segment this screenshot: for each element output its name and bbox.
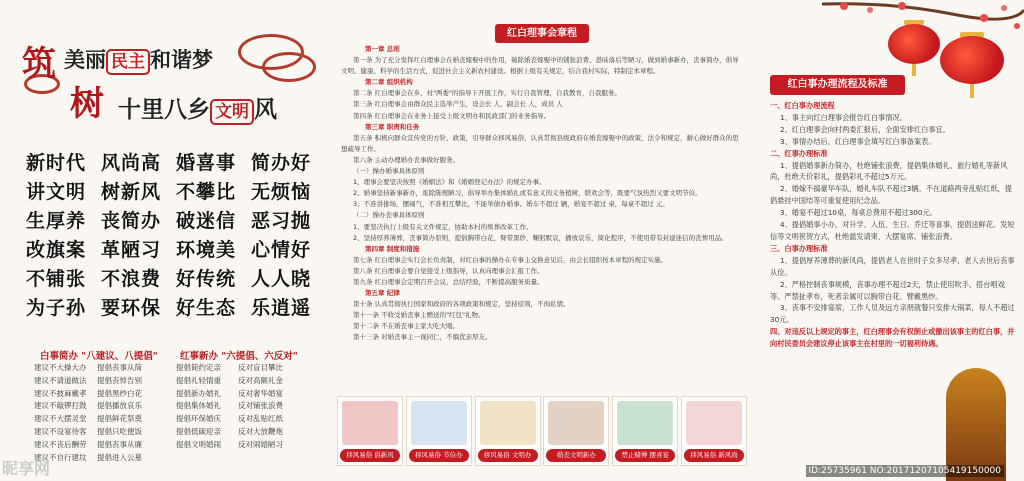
list-item: 提倡丧悼告别 [97,375,142,385]
illustration-image [411,401,467,445]
process-title-banner: 红白事办理流程及标准 [770,75,905,95]
card-caption: 移风易俗 文明办 [478,449,538,462]
card-caption: 移风易俗 倡新风 [340,449,400,462]
list-item: 提倡进入公墓 [97,452,142,462]
slogan: 为子孙 [26,297,87,319]
list-item: 提倡黑纱白花 [97,388,142,398]
right-panel [752,0,1024,481]
card-caption: 移风易俗 新风尚 [684,449,744,462]
slogan: 破迷信 [175,210,236,232]
red-affairs-subtitle: 红事新办 "六提倡、六反对" [180,351,298,362]
chapter-heading: 第五章 纪律 [365,289,400,298]
illustration-card [612,396,678,466]
list-item: 建议不设宴待客 [34,426,87,436]
charter-text [341,44,741,344]
section-heading: 三、白事办理标准 [770,243,828,253]
list-item: 建议不请道做法 [34,375,87,385]
card-caption: 移风易俗 节俭办 [409,449,469,462]
white-affairs-suggestions [34,362,87,464]
headline-char-1: 筑 [22,44,56,84]
paragraph: 第五条 积极向群众宣传党的方针、政策，引导群众移风易俗，认真贯彻县级政府在婚丧嫁娶中的政策，法令和规定，耐心做好群众的思想疏导工作。 [341,133,739,153]
paragraph: 第三条 红白理事会由群众民主选举产生，设会长 人，副会长 人，成员 人 [353,100,563,109]
paragraph: （二）操办丧事具体原则 [353,211,425,220]
chapter-heading: 第四章 制度和措施 [365,244,420,253]
card-caption: 禁止赌博 摆喜宴 [615,449,675,462]
list-item: 建议不大操大办 [34,363,87,372]
paragraph: 第十一条 不收受婚丧事主赠送的"红包"礼物。 [353,311,485,320]
list-item: 反对奢华婚宴 [238,388,283,398]
paragraph: （一）操办婚事具体原则 [353,167,425,176]
slogan-row [26,264,311,293]
red-affairs-opposition [238,362,283,452]
paragraph: 1、事主向红白理事会报告红白事情况。 [780,112,907,122]
headline-char-2: 树 [70,84,104,124]
slogan: 心情好 [250,239,311,261]
slogan: 要环保 [100,297,161,319]
watermark: 昵享网 [2,459,51,478]
slogan: 好传统 [175,268,236,290]
headline-1-part-b: 和谐梦 [150,47,213,72]
paragraph: 3、事情办结后，红白理事会填写红白事备案表。 [780,136,936,146]
list-item: 反对高额礼金 [238,375,283,385]
list-item: 提倡集体婚礼 [176,401,221,411]
paragraph: 4、提倡婚事小办，对升学、入伍、生日、乔迁等喜事，提倡送鲜花、发短信等文明祝贺方式，杜绝滥发请柬、大摆宴席、铺张浪费。 [770,220,1015,241]
paragraph: 3、不准讲排场，摆阔气，不准相互攀比，不能举债办婚事。婚车不超过 辆，婚宴不超过 桌，每桌不超过 元。 [353,200,669,209]
slogan: 不浪费 [100,268,161,290]
paragraph: 第八条 红白理事会要自觉接受上级指导，认真向理事会汇报工作。 [353,266,544,275]
paragraph: 第十条 认真贯彻执行国家和政府的各项政策和规定，坚持原则，不徇私情。 [353,300,570,309]
paragraph: 第六条 主动办理婚办丧事做好服务。 [353,155,460,164]
paragraph: 2、坚持厚养薄葬，丧事简办原则，提倡胸带白花，臂带黑纱，鞠躬默哀，播放哀乐，简化程序，不使用带有封建迷信的丧葬用品。 [353,233,728,242]
paragraph: 1、理事会要坚决按照《婚姻法》和《婚姻登记办法》的规定办事。 [353,178,546,187]
list-item: 建议不披麻戴孝 [34,388,87,398]
lantern-tassel [912,64,916,76]
slogan: 简办好 [250,152,311,174]
illustration-card [337,396,403,466]
card-caption: 婚丧文明新办 [546,449,606,462]
paragraph: 第七条 红白理事会实行会长负责制，对红白事的操办在专事主交换意见后，由会长组织按本章程的规定实施。 [353,255,668,264]
list-item: 提倡新办婚礼 [176,388,221,398]
paragraph: 1、要坚决执行上级有关文件规定，协助本村的殡葬改革工作。 [353,222,533,231]
image-id-tag: ID:25735961 NO:20171207105419150000 [806,465,1005,477]
paragraph: 第十二条 不在婚丧事主家大吃大喝。 [353,322,460,331]
highlight-paragraph: 四、对违反以上规定的事主，红白理事会有权制止或撤出该事主的红白事，并向村民委员会建议停止该事主在村里的一切福利待遇。 [770,327,1015,349]
paragraph: 第二条 红白理事会在乡、村"两委"的指导下开展工作，实行自我管理，自我教育，自我服务。 [353,89,622,98]
slogan: 树新风 [100,181,161,203]
list-item: 提倡文明婚闹 [176,439,221,449]
section-heading: 一、红白事办理流程 [770,101,835,110]
seal-wenming: 文明 [210,99,254,125]
list-item: 提倡环保婚庆 [176,414,221,424]
paragraph: 第四条 红白理事会在业务上接受上级文明办和民政部门的业务指导。 [353,111,551,120]
illustration-image [342,401,398,445]
paragraph: 第九条 红白理事会定期召开会议，总结经验，不断提高服务质量。 [353,277,544,286]
list-item: 反对闹婚陋习 [238,439,283,449]
illustration-image [617,401,673,445]
illustration-card [681,396,747,466]
slogan-row [26,177,311,206]
illustration-card [406,396,472,466]
illustration-image [548,401,604,445]
slogan-row [26,293,311,322]
slogan: 不铺张 [26,268,87,290]
paragraph: 2、婚嫁不搞豪华车队，婚礼车队不超过3辆。不在道路两旁乱贴红纸，提倡悬挂中国结等可重复使用纪念品。 [770,184,1012,206]
slogan: 无烦恼 [250,181,311,203]
seal-minzhu: 民主 [106,49,150,75]
paragraph: 1、提倡厚养薄葬的新风尚，提倡老人在世时子女多尽孝，老人去世后丧事从俭。 [770,255,1015,277]
slogan: 好生态 [175,297,236,319]
slogan: 婚喜事 [175,152,236,174]
list-item: 提倡只吃便饭 [97,426,142,436]
list-item: 提倡礼轻情重 [176,375,221,385]
headline-line-2 [118,91,277,125]
paragraph: 第十三条 对婚丧事主一视同仁，不搞优亲厚友。 [353,333,492,342]
slogan: 不攀比 [175,181,236,203]
paragraph: 3、丧事不安排宴席，工作人员及远方亲朋就餐只安排大锅菜，每人不超过30元。 [770,303,1015,325]
list-item: 反对乱贴红纸 [238,414,283,424]
slogan: 革陋习 [100,239,161,261]
slogan: 风尚高 [100,152,161,174]
list-item: 提倡简约定亲 [176,363,221,372]
list-item: 建议不自行建坟 [34,452,87,462]
headline-2-part-a: 十里八乡 [118,96,210,123]
chapter-heading: 第三章 职责和任务 [365,122,420,131]
slogan: 人人晓 [250,268,311,290]
paragraph: 第一条 为了充分发挥红白理事会在婚丧嫁娶中的作用，破除婚丧嫁娶中的铺张浪费、愚昧落后等陋习，做到婚事新办，丧事简办，倡导文明、健康、科学的生活方式，促进社会主义新农村建设。根据上级有关规定，结合我村实际，特制定本章程。 [341,56,739,76]
lantern-icon [888,24,940,64]
headline-1-part-a: 美丽 [64,47,106,72]
list-item: 建议不丧后酬劳 [34,439,87,449]
slogan-row [26,235,311,264]
list-item: 提倡播放哀乐 [97,401,142,411]
list-item: 反对大放鞭炮 [238,426,283,436]
headline-line-1 [64,44,213,75]
headline-2-part-b: 风 [254,96,277,123]
paragraph: 2、婚事坚持新事新办，废除陈规陋习，倡导举办集体婚礼或有意义的义务植树，联欢会等，既要气氛热烈又要文明节俭。 [353,189,702,198]
chapter-heading: 第二章 组织机构 [365,78,413,87]
left-panel [0,0,325,481]
slogan: 乐逍遥 [250,297,311,319]
list-item: 反对铺张浪费 [238,401,283,411]
list-item: 建议不敲锣打鼓 [34,401,87,411]
list-item: 反对盲目攀比 [238,363,283,372]
charter-title-banner: 红白理事会章程 [495,24,589,43]
lantern-icon [940,36,1004,84]
illustration-card [475,396,541,466]
illustration-image [686,401,742,445]
illustration-cards [337,396,747,466]
slogan: 丧简办 [100,210,161,232]
slogan-grid [26,148,311,322]
list-item: 提倡低碳迎亲 [176,426,221,436]
list-item: 提倡丧事从廉 [97,439,142,449]
white-affairs-advocacy [97,362,142,464]
list-item: 提倡鲜花祭奠 [97,414,142,424]
middle-panel [325,0,752,481]
list-item: 提倡丧事从简 [97,363,142,372]
paragraph: 1、提倡婚事新办简办，杜绝铺张浪费，提倡集体婚礼、旅行婚礼等新风尚，杜绝天价彩礼，提倡彩礼不超过5万元。 [770,160,1008,182]
slogan: 环境美 [175,239,236,261]
illustration-card [543,396,609,466]
list-item: 建议不大摆灵堂 [34,414,87,424]
paragraph: 2、严格控制丧事规模，丧事办理不超过2天，禁止使用吹手、搭台唱戏等。严禁扯孝布，死者亲属可以胸带白花、臂戴黑纱。 [770,279,1005,301]
process-text [770,100,1018,350]
cloud-ornament [262,52,316,82]
section-heading: 二、红事办理标准 [770,148,828,158]
slogan-row [26,206,311,235]
slogan: 新时代 [26,152,87,174]
illustration-image [480,401,536,445]
paragraph: 3、婚宴不超过10桌，每桌总费用不超过300元。 [780,208,937,218]
slogan: 恶习抛 [250,210,311,232]
red-affairs-advocacy [176,362,221,452]
slogan: 讲文明 [26,181,87,203]
slogan: 生厚养 [26,210,87,232]
slogan: 改旗案 [26,239,87,261]
lantern-tassel [970,84,974,98]
white-affairs-subtitle: 白事简办 "八建议、八提倡" [40,351,158,362]
paragraph: 2、红白理事会向村两委汇报后，全面安排红白事宜。 [780,124,950,134]
chapter-heading: 第一章 总则 [365,45,400,53]
slogan-row [26,148,311,177]
